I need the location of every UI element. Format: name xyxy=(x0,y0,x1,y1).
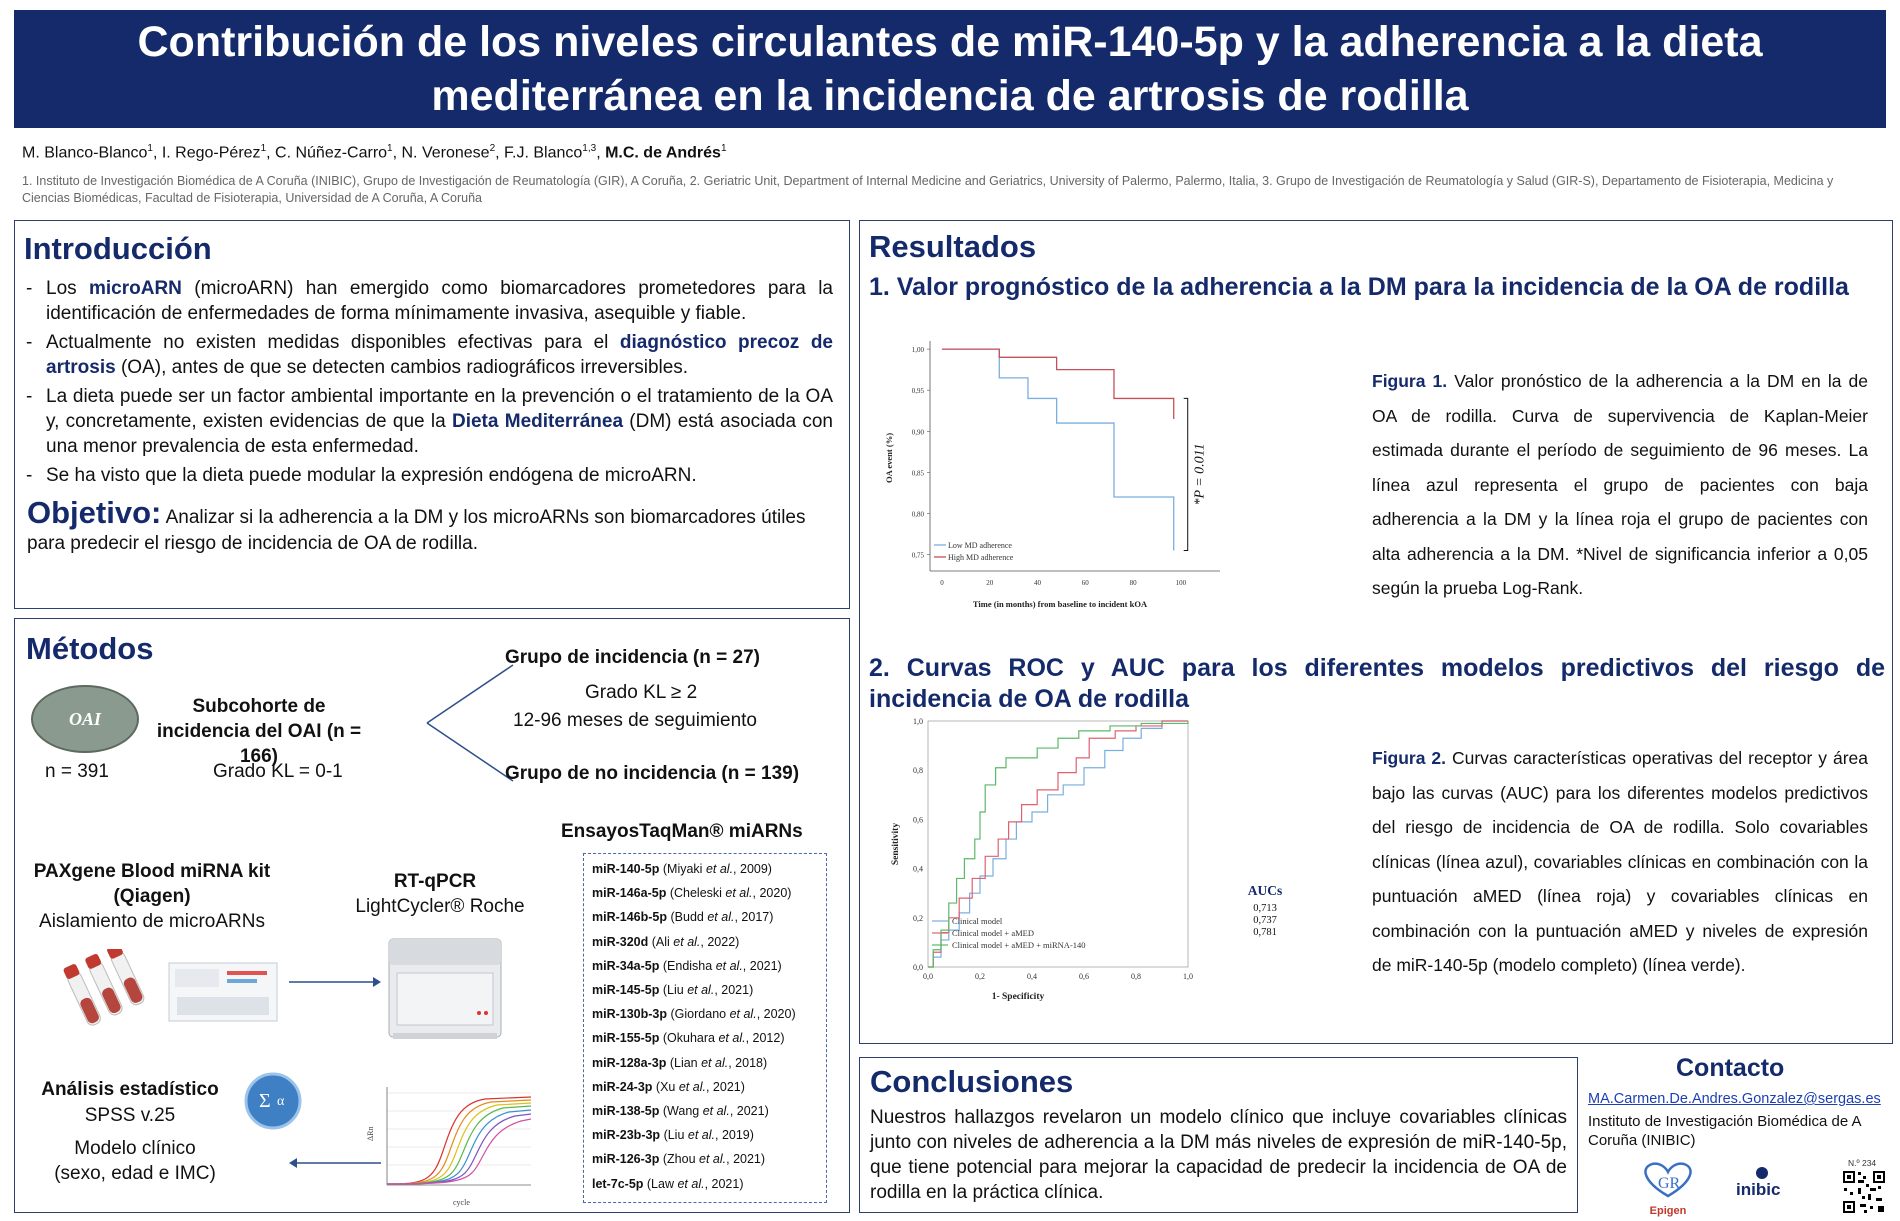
x-tick-label: 0,2 xyxy=(975,972,985,981)
intro-heading: Introducción xyxy=(24,231,212,266)
objective xyxy=(24,495,833,557)
svg-text:ΔRn: ΔRn xyxy=(366,1126,375,1141)
sigma-icon xyxy=(243,1071,303,1131)
intro-bullet-2: - Actualmente no existen medidas disponibles efectivas para el diagnóstico precoz de artrosis (OA), antes de que se detecten cambios radiográficos irreversibles. xyxy=(24,330,833,380)
rtqpcr-subtitle: LightCycler® Roche xyxy=(355,896,525,917)
list-item: miR-126-3p (Zhou et al., 2021) xyxy=(592,1152,766,1167)
list-item: miR-138-5p (Wang et al., 2021) xyxy=(592,1104,769,1119)
y-tick-label: 0,80 xyxy=(911,510,924,519)
kit-box-image xyxy=(167,957,279,1023)
legend-label: Low MD adherence xyxy=(948,541,1012,550)
oai-logo: OAI xyxy=(31,685,139,753)
list-item: miR-146a-5p (Cheleski et al., 2020) xyxy=(592,886,792,901)
km-series-high-md xyxy=(942,349,1174,419)
pvalue-label: *P = 0.011 xyxy=(1192,443,1208,506)
x-tick-label: 100 xyxy=(1175,579,1187,587)
x-tick-label: 0,4 xyxy=(1027,972,1037,981)
y-tick-label: 0,2 xyxy=(913,913,923,923)
y-axis-label: Sensitivity xyxy=(891,822,901,866)
follow-up: 12-96 meses de seguimiento xyxy=(513,710,757,731)
results-subheading-2: 2. Curvas ROC y AUC para los diferentes modelos predictivos del riesgo de incidencia de OA de rodilla xyxy=(869,654,1885,713)
intro-panel xyxy=(14,220,850,609)
x-axis-label: Time (in months) from baseline to incident kOA xyxy=(972,599,1148,609)
model-subtitle: (sexo, edad e IMC) xyxy=(54,1163,216,1184)
conclusions-text: Nuestros hallazgos revelaron un modelo clínico que incluye covariables clínicas junto con niveles de adherencia a la DM más niveles de expresión de miR-140-5p, que tiene potencial para mejorar la capacidad de predecir la incidencia de OA de rodilla en la práctica clínica. xyxy=(870,1107,1567,1203)
figure-1-caption: Figura 1. Valor pronóstico de la adherencia a la DM en la de OA de rodilla. Curva de supervivencia de Kaplan-Meier estimada durante el período de seguimiento de 96 meses. La línea azul representa el grupo de pacientes con baja adherencia a la DM y la línea roja el grupo de pacientes con alta adherencia a la DM. *Nivel de significancia inferior a 0,05 según la prueba Log-Rank. xyxy=(1372,371,1868,598)
results-panel xyxy=(859,220,1893,1044)
lightcycler-image xyxy=(383,937,507,1043)
contact-panel xyxy=(1586,1054,1896,1220)
intro-bullets xyxy=(24,276,833,488)
x-tick-label: 0 xyxy=(940,579,944,587)
model-title: Modelo clínico xyxy=(74,1138,196,1159)
svg-text:α: α xyxy=(277,1094,285,1109)
y-tick-label: 1,0 xyxy=(913,717,923,726)
svg-text:cycle: cycle xyxy=(453,1198,470,1207)
list-item: miR-23b-3p (Liu et al., 2019) xyxy=(592,1128,754,1143)
x-tick-label: 20 xyxy=(986,579,994,587)
x-tick-label: 1,0 xyxy=(1183,972,1193,981)
pvalue-bracket xyxy=(1184,398,1188,550)
y-tick-label: 0,75 xyxy=(911,551,924,560)
x-tick-label: 60 xyxy=(1081,579,1089,587)
x-tick-label: 40 xyxy=(1034,579,1042,587)
auc-value: 0,737 xyxy=(1253,915,1277,926)
x-tick-label: 0,8 xyxy=(1131,972,1141,981)
legend-label: Clinical model + aMED + miRNA-140 xyxy=(952,940,1086,950)
poster-number: N.º 234 xyxy=(1848,1158,1877,1168)
legend-label: Clinical model + aMED xyxy=(952,928,1034,938)
list-item: miR-130b-3p (Giordano et al., 2020) xyxy=(592,1007,796,1022)
intro-bullet-4: - Se ha visto que la dieta puede modular la expresión endógena de microARN. xyxy=(24,463,833,488)
objective-text: Analizar si la adherencia a la DM y los microARNs son biomarcadores útiles para predecir el riesgo de incidencia de OA de rodilla. xyxy=(27,507,806,554)
list-item: miR-34a-5p (Endisha et al., 2021) xyxy=(592,958,782,973)
title-line-1: Contribución de los niveles circulantes de miR-140-5p y la adherencia a la dieta xyxy=(137,18,1763,66)
x-tick-label: 80 xyxy=(1129,579,1137,587)
blood-tubes-image xyxy=(55,949,155,1027)
list-item: miR-128a-3p (Lian et al., 2018) xyxy=(592,1055,768,1070)
epigen-logo: GR Epigen xyxy=(1636,1160,1700,1216)
contact-institute: Instituto de Investigación Biomédica de A Coruña (INIBIC) xyxy=(1588,1113,1861,1149)
rtqpcr-title: RT-qPCR xyxy=(393,871,477,892)
kl-incidence: Grado KL ≥ 2 xyxy=(585,682,698,703)
conclusions-heading: Conclusiones xyxy=(870,1064,1074,1099)
legend-label: High MD adherence xyxy=(948,553,1014,562)
y-tick-label: 0,4 xyxy=(913,864,923,874)
no-incidence-group: Grupo de no incidencia (n = 139) xyxy=(505,763,800,784)
methods-heading: Métodos xyxy=(26,631,154,666)
svg-text:Σ: Σ xyxy=(259,1090,271,1112)
taqman-title: EnsayosTaqMan® miARNs xyxy=(561,821,803,842)
x-tick-label: 0,6 xyxy=(1079,972,1089,981)
auc-value: 0,713 xyxy=(1253,903,1277,914)
list-item: miR-155-5p (Okuhara et al., 2012) xyxy=(592,1031,785,1046)
kl-baseline: Grado KL = 0-1 xyxy=(213,761,343,782)
intro-bullet-1: - Los microARN (microARN) han emergido como biomarcadores prometedores para la identificación de enfermedades de forma mínimamente invasiva, asequible y fiable. xyxy=(24,276,833,326)
svg-text:GR: GR xyxy=(1658,1175,1681,1192)
list-item: miR-140-5p (Miyaki et al., 2009) xyxy=(592,862,772,876)
title-banner xyxy=(14,10,1886,128)
paxgene-title: PAXgene Blood miRNA kit (Qiagen) xyxy=(33,861,271,907)
epigen-heart-icon xyxy=(1636,1160,1700,1200)
kaplan-meier-chart xyxy=(870,321,1290,651)
list-item: miR-146b-5p (Budd et al., 2017) xyxy=(592,910,774,925)
qpcr-amplification-plot xyxy=(365,1081,535,1209)
arrow-kit-to-pcr xyxy=(287,974,383,990)
y-tick-label: 0,95 xyxy=(911,387,924,396)
subcohort-label: Subcohorte de incidencia del OAI (n = 166) xyxy=(156,696,362,767)
km-series-low-md xyxy=(942,349,1174,550)
qr-code[interactable] xyxy=(1842,1170,1886,1214)
n-total: n = 391 xyxy=(45,761,109,782)
incidence-group: Grupo de incidencia (n = 27) xyxy=(505,647,760,668)
auc-title: AUCs xyxy=(1247,883,1283,898)
list-item: miR-320d (Ali et al., 2022) xyxy=(592,934,740,949)
y-tick-label: 0,6 xyxy=(913,815,923,825)
x-tick-label: 0,0 xyxy=(923,972,933,981)
roc-chart xyxy=(870,713,1290,1041)
list-item: miR-24-3p (Xu et al., 2021) xyxy=(592,1079,745,1094)
inibic-logo: inibic xyxy=(1722,1166,1812,1210)
list-item: miR-145-5p (Liu et al., 2021) xyxy=(592,983,754,998)
conclusions-panel xyxy=(859,1057,1578,1213)
contact-heading: Contacto xyxy=(1676,1054,1785,1082)
corresponding-author: M.C. de Andrés xyxy=(605,144,721,162)
methods-panel xyxy=(14,618,850,1213)
list-item: let-7c-5p (Law et al., 2021) xyxy=(592,1176,744,1191)
objective-label: Objetivo: xyxy=(27,495,162,530)
y-axis-label: OA event (%) xyxy=(884,432,894,484)
auc-value: 0,781 xyxy=(1253,927,1277,938)
y-tick-label: 0,85 xyxy=(911,469,924,478)
intro-bullet-3: - La dieta puede ser un factor ambiental importante en la prevención o el tratamiento de la OA y, concretamente, existen evidencias de que la Dieta Mediterránea (DM) está asociada con una menor prevalencia de esta enfermedad. xyxy=(24,384,833,459)
figure-2-caption: Figura 2. Curvas características operativas del receptor y área bajo las curvas (AUC) para los diferentes modelos predictivos del riesgo de incidencia de OA de rodilla. Solo covariables clínicas (línea azul), covariables clínicas en combinación con la puntuación aMED (línea roja) y covariables clínicas en combinación con la puntuación aMED y niveles de expresión de miR-140-5p (modelo completo) (línea verde). xyxy=(1372,748,1869,975)
title-line-2: mediterránea en la incidencia de artrosis de rodilla xyxy=(431,72,1469,120)
stats-title: Análisis estadístico xyxy=(41,1079,219,1100)
results-subheading-1: 1. Valor prognóstico de la adherencia a la DM para la incidencia de la OA de rodilla xyxy=(869,273,1849,301)
y-tick-label: 0,0 xyxy=(913,963,923,972)
x-axis-label: 1- Specificity xyxy=(991,992,1045,1002)
author-list: M. Blanco-Blanco$^1$, I. Rego-Pérez$^1$, C. Núñez-Carro$^1$, N. Veronese$^2$, F.J. Blanco$^{1,3}$, M.C. de Andrés$^1$ xyxy=(22,143,727,162)
inibic-dot-icon xyxy=(1752,1166,1772,1180)
paxgene-subtitle: Aislamiento de microARNs xyxy=(39,911,265,932)
poster-title xyxy=(138,15,1763,123)
mirna-list xyxy=(583,853,827,1203)
affiliations: 1. Instituto de Investigación Biomédica de A Coruña (INIBIC), Grupo de Investigación de Reumatología (GIR), A Coruña, 2. Geriatric Unit, Department of Internal Medicine and Geriatrics, University of Palermo, Palermo, Italia, 3. Grupo de Investigación de Reumatología y Salud (GIR-S), Departamento de Fisioterapia, Medicina y Ciencias Biomédicas, Facultad de Fisioterapia, Universidad de A Coruña, A Coruña xyxy=(22,174,1834,205)
results-heading: Resultados xyxy=(869,229,1037,264)
legend-label: Clinical model xyxy=(952,916,1003,926)
stats-subtitle: SPSS v.25 xyxy=(84,1105,176,1126)
contact-email-link[interactable]: MA.Carmen.De.Andres.Gonzalez@sergas.es xyxy=(1588,1091,1881,1107)
y-tick-label: 1,00 xyxy=(911,346,924,355)
y-tick-label: 0,90 xyxy=(911,428,924,437)
y-tick-label: 0,8 xyxy=(913,766,923,776)
